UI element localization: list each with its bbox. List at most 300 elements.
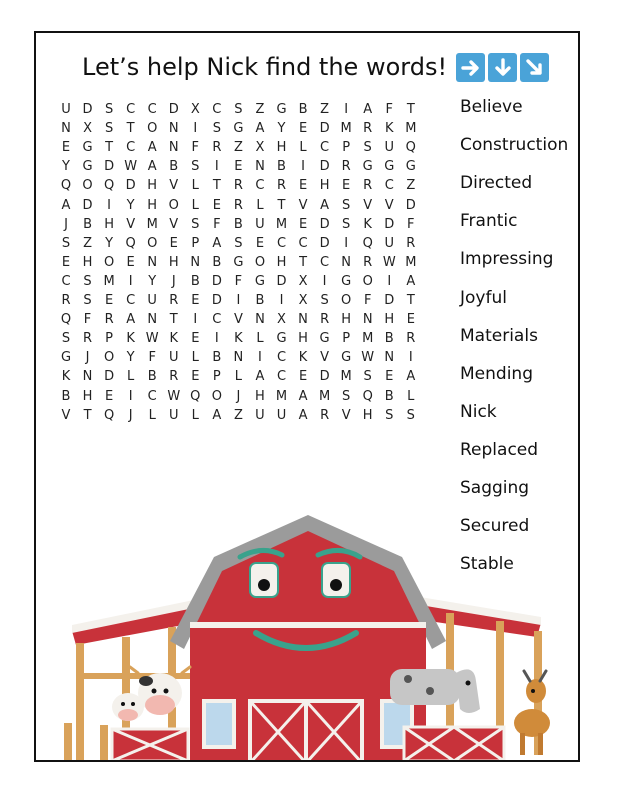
grid-cell[interactable]: I bbox=[258, 350, 262, 366]
grid-cell[interactable]: F bbox=[385, 102, 393, 117]
grid-cell[interactable]: L bbox=[234, 369, 243, 385]
grid-cell[interactable]: X bbox=[298, 293, 308, 308]
grid-cell[interactable]: E bbox=[234, 159, 243, 175]
grid-cell[interactable]: J bbox=[128, 407, 133, 423]
grid-cell[interactable]: K bbox=[169, 331, 179, 347]
grid-cell[interactable]: W bbox=[167, 388, 181, 404]
grid-cell[interactable]: T bbox=[277, 197, 286, 213]
grid-cell[interactable]: V bbox=[320, 350, 330, 366]
grid-cell[interactable]: Q bbox=[362, 235, 373, 251]
grid-cell[interactable]: B bbox=[212, 254, 222, 270]
grid-cell[interactable]: D bbox=[168, 102, 179, 117]
grid-cell[interactable]: R bbox=[233, 197, 243, 213]
grid-cell[interactable]: Z bbox=[406, 178, 416, 194]
grid-cell[interactable]: K bbox=[61, 369, 71, 385]
grid-cell[interactable]: U bbox=[168, 350, 179, 366]
grid-cell[interactable]: V bbox=[126, 216, 136, 232]
grid-cell[interactable]: S bbox=[191, 159, 200, 175]
grid-cell[interactable]: X bbox=[255, 140, 265, 156]
grid-cell[interactable]: Y bbox=[105, 235, 114, 251]
grid-cell[interactable]: M bbox=[405, 121, 417, 137]
grid-cell[interactable]: Q bbox=[60, 178, 72, 194]
grid-cell[interactable]: Z bbox=[83, 235, 92, 251]
grid-cell[interactable]: N bbox=[233, 350, 244, 366]
grid-cell[interactable]: C bbox=[320, 140, 330, 156]
grid-cell[interactable]: D bbox=[82, 197, 93, 213]
grid-cell[interactable]: L bbox=[191, 407, 199, 423]
grid-cell[interactable]: D bbox=[405, 197, 416, 213]
grid-cell[interactable]: I bbox=[128, 388, 133, 404]
grid-cell[interactable]: S bbox=[83, 293, 92, 308]
grid-cell[interactable]: D bbox=[211, 293, 222, 308]
goat-icon bbox=[514, 671, 550, 755]
grid-cell[interactable]: V bbox=[169, 178, 179, 194]
grid-cell[interactable]: H bbox=[276, 140, 287, 156]
grid-cell[interactable]: C bbox=[212, 312, 222, 328]
grid-cell[interactable]: R bbox=[363, 178, 373, 194]
grid-cell[interactable]: G bbox=[405, 159, 416, 175]
grid-cell[interactable]: X bbox=[277, 312, 286, 328]
grid-cell[interactable]: Q bbox=[362, 388, 373, 404]
grid-cell[interactable]: R bbox=[83, 331, 93, 347]
grid-cell[interactable]: O bbox=[341, 293, 352, 308]
grid-cell[interactable]: S bbox=[342, 388, 351, 404]
grid-cell[interactable]: U bbox=[384, 140, 394, 156]
grid-cell[interactable]: Z bbox=[320, 102, 330, 117]
grid-cell[interactable]: H bbox=[82, 254, 93, 270]
grid-cell[interactable]: V bbox=[341, 407, 351, 423]
grid-cell[interactable]: H bbox=[298, 331, 308, 347]
grid-cell[interactable]: V bbox=[363, 197, 373, 213]
grid-cell[interactable]: G bbox=[254, 273, 265, 289]
grid-cell[interactable]: K bbox=[384, 121, 394, 137]
word-list-item: Mending bbox=[460, 363, 533, 384]
grid-cell[interactable]: G bbox=[319, 331, 330, 347]
grid-cell[interactable]: I bbox=[279, 293, 284, 308]
grid-cell[interactable]: L bbox=[191, 197, 199, 213]
grid-cell[interactable]: L bbox=[256, 197, 264, 213]
grid-cell[interactable]: A bbox=[406, 273, 416, 289]
grid-cell[interactable]: E bbox=[61, 254, 71, 270]
word-list-item: Nick bbox=[460, 401, 497, 422]
grid-cell[interactable]: G bbox=[233, 254, 244, 270]
grid-cell[interactable]: O bbox=[103, 254, 115, 270]
grid-cell[interactable]: Q bbox=[60, 312, 72, 328]
grid-cell[interactable]: O bbox=[82, 178, 93, 194]
grid-cell[interactable]: C bbox=[61, 273, 71, 289]
word-list-item: Frantic bbox=[460, 211, 518, 232]
grid-cell[interactable]: E bbox=[104, 293, 114, 308]
grid-cell[interactable]: S bbox=[104, 121, 114, 137]
grid-cell[interactable]: A bbox=[255, 121, 265, 137]
grid-cell[interactable]: B bbox=[384, 388, 394, 404]
grid-cell[interactable]: L bbox=[191, 350, 199, 366]
grid-cell[interactable]: U bbox=[276, 407, 287, 423]
grid-cell[interactable]: U bbox=[168, 407, 179, 423]
grid-cell[interactable]: G bbox=[82, 140, 93, 156]
grid-cell[interactable]: A bbox=[147, 159, 157, 175]
grid-cell[interactable]: A bbox=[255, 369, 265, 385]
grid-cell[interactable]: V bbox=[298, 197, 308, 213]
grid-cell[interactable]: Q bbox=[103, 407, 115, 423]
grid-cell[interactable]: T bbox=[126, 121, 135, 137]
grid-cell[interactable]: C bbox=[298, 235, 308, 251]
page-title: Let’s help Nick find the words! bbox=[82, 53, 448, 81]
grid-cell[interactable]: A bbox=[126, 312, 136, 328]
grid-cell[interactable]: F bbox=[213, 216, 221, 232]
grid-cell[interactable]: I bbox=[107, 197, 112, 213]
grid-cell[interactable]: N bbox=[168, 140, 179, 156]
grid-cell[interactable]: S bbox=[83, 273, 92, 289]
grid-cell[interactable]: F bbox=[148, 350, 156, 366]
grid-cell[interactable]: J bbox=[64, 216, 68, 232]
grid-cell[interactable]: I bbox=[193, 312, 198, 328]
grid-cell[interactable]: N bbox=[190, 254, 201, 270]
grid-cell[interactable]: G bbox=[276, 331, 287, 347]
grid-cell[interactable]: O bbox=[211, 388, 222, 404]
grid-cell[interactable]: G bbox=[60, 350, 72, 366]
grid-cell[interactable]: T bbox=[406, 293, 415, 308]
grid-cell[interactable]: W bbox=[361, 350, 375, 366]
grid-cell[interactable]: G bbox=[82, 159, 93, 175]
grid-cell[interactable]: I bbox=[387, 273, 392, 289]
grid-cell[interactable]: C bbox=[255, 178, 265, 194]
grid-cell[interactable]: E bbox=[104, 388, 114, 404]
grid-cell[interactable]: F bbox=[191, 140, 200, 156]
grid-cell[interactable]: R bbox=[406, 331, 416, 347]
grid-cell[interactable]: S bbox=[191, 216, 200, 232]
grid-cell[interactable]: L bbox=[191, 178, 199, 194]
grid-cell[interactable]: E bbox=[126, 254, 135, 270]
grid-cell[interactable]: K bbox=[126, 331, 135, 347]
grid-cell[interactable]: F bbox=[363, 293, 372, 308]
grid-cell[interactable]: N bbox=[362, 312, 373, 328]
grid-cell[interactable]: M bbox=[275, 216, 288, 232]
grid-cell[interactable]: A bbox=[363, 102, 373, 117]
grid-cell[interactable]: O bbox=[362, 273, 373, 289]
grid-cell[interactable]: N bbox=[147, 312, 158, 328]
grid-cell[interactable]: H bbox=[319, 178, 330, 194]
grid-cell[interactable]: O bbox=[168, 197, 179, 213]
grid-cell[interactable]: T bbox=[299, 254, 308, 270]
grid-cell[interactable]: N bbox=[147, 254, 158, 270]
grid-cell[interactable]: C bbox=[384, 178, 394, 194]
grid-cell[interactable]: J bbox=[85, 350, 90, 366]
grid-cell[interactable]: S bbox=[61, 235, 71, 251]
grid-cell[interactable]: Q bbox=[125, 235, 136, 251]
grid-cell[interactable]: A bbox=[212, 235, 222, 251]
grid-cell[interactable]: M bbox=[405, 254, 417, 270]
grid-cell[interactable]: R bbox=[320, 312, 330, 328]
grid-cell[interactable]: E bbox=[191, 369, 200, 385]
grid-cell[interactable]: S bbox=[61, 331, 71, 347]
grid-cell[interactable]: L bbox=[148, 407, 156, 423]
grid-cell[interactable]: H bbox=[341, 312, 352, 328]
grid-cell[interactable]: G bbox=[276, 102, 287, 117]
grid-cell[interactable]: S bbox=[320, 293, 329, 308]
grid-cell[interactable]: L bbox=[407, 388, 415, 404]
grid-cell[interactable]: B bbox=[169, 159, 179, 175]
grid-cell[interactable]: G bbox=[362, 159, 373, 175]
grid-cell[interactable]: R bbox=[104, 312, 114, 328]
grid-cell[interactable]: R bbox=[212, 140, 222, 156]
grid-cell[interactable]: M bbox=[362, 331, 374, 347]
grid-cell[interactable]: S bbox=[234, 102, 243, 117]
grid-cell[interactable]: R bbox=[406, 235, 416, 251]
grid-cell[interactable]: X bbox=[190, 102, 200, 117]
grid-cell[interactable]: D bbox=[319, 121, 330, 137]
grid-cell[interactable]: R bbox=[169, 293, 179, 308]
grid-cell[interactable]: H bbox=[362, 407, 373, 423]
grid-cell[interactable]: S bbox=[363, 140, 372, 156]
grid-cell[interactable]: Q bbox=[190, 388, 201, 404]
grid-cell[interactable]: B bbox=[384, 331, 394, 347]
grid-cell[interactable]: S bbox=[406, 407, 415, 423]
grid-cell[interactable]: V bbox=[384, 197, 394, 213]
grid-cell[interactable]: Z bbox=[233, 140, 243, 156]
grid-cell[interactable]: E bbox=[212, 197, 221, 213]
grid-cell[interactable]: D bbox=[276, 273, 287, 289]
grid-cell[interactable]: R bbox=[169, 369, 179, 385]
grid-cell[interactable]: A bbox=[147, 140, 157, 156]
grid-cell[interactable]: R bbox=[276, 178, 287, 194]
grid-cell[interactable]: Q bbox=[405, 140, 416, 156]
grid-cell[interactable]: A bbox=[61, 197, 71, 213]
grid-cell[interactable]: S bbox=[234, 235, 243, 251]
grid-cell[interactable]: C bbox=[320, 254, 330, 270]
grid-cell[interactable]: P bbox=[105, 331, 114, 347]
grid-cell[interactable]: W bbox=[382, 254, 396, 270]
grid-cell[interactable]: N bbox=[298, 312, 308, 328]
grid-cell[interactable]: A bbox=[320, 197, 330, 213]
grid-cell[interactable]: J bbox=[236, 388, 241, 404]
grid-cell[interactable]: R bbox=[233, 178, 243, 194]
grid-cell[interactable]: A bbox=[298, 388, 308, 404]
grid-cell[interactable]: H bbox=[276, 254, 287, 270]
grid-cell[interactable]: B bbox=[298, 102, 308, 117]
barn-icon bbox=[170, 515, 446, 762]
grid-cell[interactable]: D bbox=[104, 369, 115, 385]
grid-cell[interactable]: E bbox=[191, 331, 200, 347]
grid-cell[interactable]: H bbox=[168, 254, 179, 270]
grid-cell[interactable]: E bbox=[406, 312, 415, 328]
grid-cell[interactable]: V bbox=[169, 216, 179, 232]
grid-cell[interactable]: T bbox=[83, 407, 92, 423]
grid-cell[interactable]: R bbox=[341, 159, 351, 175]
grid-cell[interactable]: F bbox=[407, 216, 415, 232]
grid-cell[interactable]: N bbox=[61, 121, 71, 137]
grid-cell[interactable]: D bbox=[82, 102, 93, 117]
grid-cell[interactable]: N bbox=[341, 254, 351, 270]
grid-cell[interactable]: C bbox=[126, 102, 136, 117]
grid-cell[interactable]: B bbox=[277, 159, 286, 175]
grid-cell[interactable]: H bbox=[104, 216, 114, 232]
grid-cell[interactable]: X bbox=[298, 273, 308, 289]
grid-cell[interactable]: W bbox=[145, 331, 159, 347]
grid-cell[interactable]: I bbox=[128, 273, 133, 289]
grid-cell[interactable]: C bbox=[276, 350, 287, 366]
grid-cell[interactable]: P bbox=[191, 235, 200, 251]
grid-cell[interactable]: Y bbox=[126, 197, 135, 213]
grid-cell[interactable]: S bbox=[363, 369, 372, 385]
grid-cell[interactable]: I bbox=[236, 293, 241, 308]
grid-cell[interactable]: W bbox=[124, 159, 138, 175]
grid-cell[interactable]: H bbox=[147, 178, 158, 194]
grid-cell[interactable]: O bbox=[254, 254, 266, 270]
grid-cell[interactable]: C bbox=[126, 293, 136, 308]
grid-cell[interactable]: U bbox=[255, 216, 265, 232]
grid-cell[interactable]: D bbox=[384, 216, 395, 232]
grid-cell[interactable]: B bbox=[147, 369, 157, 385]
grid-cell[interactable]: E bbox=[298, 121, 308, 137]
grid-cell[interactable]: S bbox=[342, 216, 351, 232]
grid-cell[interactable]: I bbox=[301, 159, 305, 175]
word-list-item: Construction bbox=[460, 135, 569, 156]
grid-cell[interactable]: M bbox=[340, 369, 352, 385]
grid-cell[interactable]: H bbox=[82, 388, 93, 404]
grid-cell[interactable]: E bbox=[191, 293, 200, 308]
grid-cell[interactable]: I bbox=[322, 273, 327, 289]
grid-cell[interactable]: B bbox=[190, 273, 200, 289]
grid-cell[interactable]: N bbox=[255, 312, 265, 328]
grid-cell[interactable]: T bbox=[212, 178, 221, 194]
grid-cell[interactable]: C bbox=[212, 102, 222, 117]
grid-cell[interactable]: D bbox=[319, 159, 330, 175]
grid-cell[interactable]: P bbox=[342, 331, 351, 347]
grid-cell[interactable]: H bbox=[147, 197, 158, 213]
grid-cell[interactable]: B bbox=[61, 388, 71, 404]
grid-cell[interactable]: S bbox=[385, 407, 394, 423]
grid-cell[interactable]: Q bbox=[103, 178, 115, 194]
grid-cell[interactable]: L bbox=[256, 331, 264, 347]
grid-cell[interactable]: N bbox=[384, 350, 395, 366]
grid-cell[interactable]: M bbox=[318, 388, 331, 404]
grid-cell[interactable]: S bbox=[212, 121, 221, 137]
grid-cell[interactable]: R bbox=[320, 407, 330, 423]
grid-cell[interactable]: K bbox=[234, 331, 243, 347]
word-list-item: Believe bbox=[460, 97, 523, 117]
grid-cell[interactable]: R bbox=[363, 254, 373, 270]
grid-cell[interactable]: L bbox=[127, 369, 135, 385]
grid-cell[interactable]: L bbox=[299, 140, 307, 156]
grid-cell[interactable]: N bbox=[168, 121, 179, 137]
grid-cell[interactable]: N bbox=[82, 369, 93, 385]
grid-cell[interactable]: Y bbox=[62, 159, 70, 175]
grid-cell[interactable]: G bbox=[341, 273, 352, 289]
grid-cell[interactable]: E bbox=[298, 369, 308, 385]
grid-cell[interactable]: A bbox=[212, 407, 222, 423]
grid-cell[interactable]: V bbox=[61, 407, 71, 423]
grid-cell[interactable]: R bbox=[61, 293, 71, 308]
grid-cell[interactable]: C bbox=[276, 369, 287, 385]
grid-cell[interactable]: O bbox=[147, 121, 158, 137]
grid-cell[interactable]: O bbox=[103, 350, 115, 366]
grid-cell[interactable]: N bbox=[255, 159, 265, 175]
grid-cell[interactable]: O bbox=[147, 235, 158, 251]
grid-cell[interactable]: T bbox=[406, 102, 415, 117]
grid-cell[interactable]: J bbox=[171, 273, 176, 289]
grid-cell[interactable]: H bbox=[384, 312, 395, 328]
grid-cell[interactable]: U bbox=[61, 102, 71, 117]
grid-cell[interactable]: D bbox=[211, 273, 222, 289]
grid-cell[interactable]: E bbox=[385, 369, 394, 385]
grid-cell[interactable]: A bbox=[298, 407, 308, 423]
grid-cell[interactable]: F bbox=[83, 312, 92, 328]
word-list-item: Materials bbox=[460, 325, 538, 346]
grid-cell[interactable]: G bbox=[341, 350, 352, 366]
grid-cell[interactable]: D bbox=[384, 293, 395, 308]
grid-cell[interactable]: T bbox=[169, 312, 178, 328]
grid-cell[interactable]: S bbox=[104, 102, 114, 117]
grid-cell[interactable]: I bbox=[408, 350, 413, 366]
arrow-down-right-icon bbox=[520, 53, 549, 82]
grid-cell[interactable]: X bbox=[83, 121, 92, 137]
grid-cell[interactable]: I bbox=[344, 235, 349, 251]
grid-cell[interactable]: I bbox=[214, 331, 219, 347]
grid-cell[interactable]: E bbox=[298, 178, 308, 194]
grid-cell[interactable]: M bbox=[146, 216, 158, 232]
grid-cell[interactable]: P bbox=[212, 369, 221, 385]
grid-cell[interactable]: G bbox=[233, 121, 244, 137]
grid-cell[interactable]: H bbox=[255, 388, 265, 404]
grid-cell[interactable]: F bbox=[234, 273, 243, 289]
grid-cell[interactable]: E bbox=[255, 235, 265, 251]
grid-cell[interactable]: I bbox=[344, 102, 349, 117]
grid-cell[interactable]: Z bbox=[233, 407, 243, 423]
grid-cell[interactable]: D bbox=[319, 369, 330, 385]
direction-legend bbox=[456, 53, 549, 82]
grid-cell[interactable]: C bbox=[126, 140, 136, 156]
grid-cell[interactable]: E bbox=[342, 178, 351, 194]
grid-cell[interactable]: Y bbox=[277, 121, 286, 137]
grid-cell[interactable]: M bbox=[340, 121, 352, 137]
grid-cell[interactable]: E bbox=[169, 235, 178, 251]
grid-cell[interactable]: G bbox=[384, 159, 395, 175]
grid-cell[interactable]: I bbox=[214, 159, 219, 175]
grid-cell[interactable]: V bbox=[233, 312, 243, 328]
grid-cell[interactable]: C bbox=[147, 102, 157, 117]
grid-cell[interactable]: P bbox=[342, 140, 351, 156]
grid-cell[interactable]: M bbox=[275, 388, 288, 404]
grid-cell[interactable]: U bbox=[147, 293, 157, 308]
grid-cell[interactable]: E bbox=[61, 140, 71, 156]
grid-cell[interactable]: B bbox=[212, 350, 222, 366]
grid-cell[interactable]: B bbox=[255, 293, 265, 308]
grid-cell[interactable]: Z bbox=[255, 102, 265, 117]
grid-cell[interactable]: D bbox=[319, 235, 330, 251]
grid-cell[interactable]: K bbox=[363, 216, 372, 232]
grid-cell[interactable]: A bbox=[406, 369, 416, 385]
grid-cell[interactable]: I bbox=[193, 121, 198, 137]
grid-cell[interactable]: E bbox=[298, 216, 308, 232]
grid-cell[interactable]: S bbox=[342, 197, 351, 213]
grid-cell[interactable]: C bbox=[147, 388, 157, 404]
grid-cell[interactable]: R bbox=[363, 121, 373, 137]
grid-cell[interactable]: U bbox=[255, 407, 265, 423]
grid-cell[interactable]: M bbox=[103, 273, 115, 289]
grid-cell[interactable]: C bbox=[276, 235, 287, 251]
grid-cell[interactable]: B bbox=[83, 216, 92, 232]
grid-cell[interactable]: T bbox=[105, 140, 114, 156]
grid-cell[interactable]: D bbox=[104, 159, 115, 175]
grid-cell[interactable]: K bbox=[298, 350, 308, 366]
grid-cell[interactable]: Y bbox=[126, 350, 135, 366]
grid-cell[interactable]: D bbox=[319, 216, 330, 232]
grid-cell[interactable]: D bbox=[125, 178, 136, 194]
grid-cell[interactable]: Y bbox=[148, 273, 157, 289]
grid-cell[interactable]: B bbox=[233, 216, 243, 232]
grid-cell[interactable]: U bbox=[384, 235, 394, 251]
